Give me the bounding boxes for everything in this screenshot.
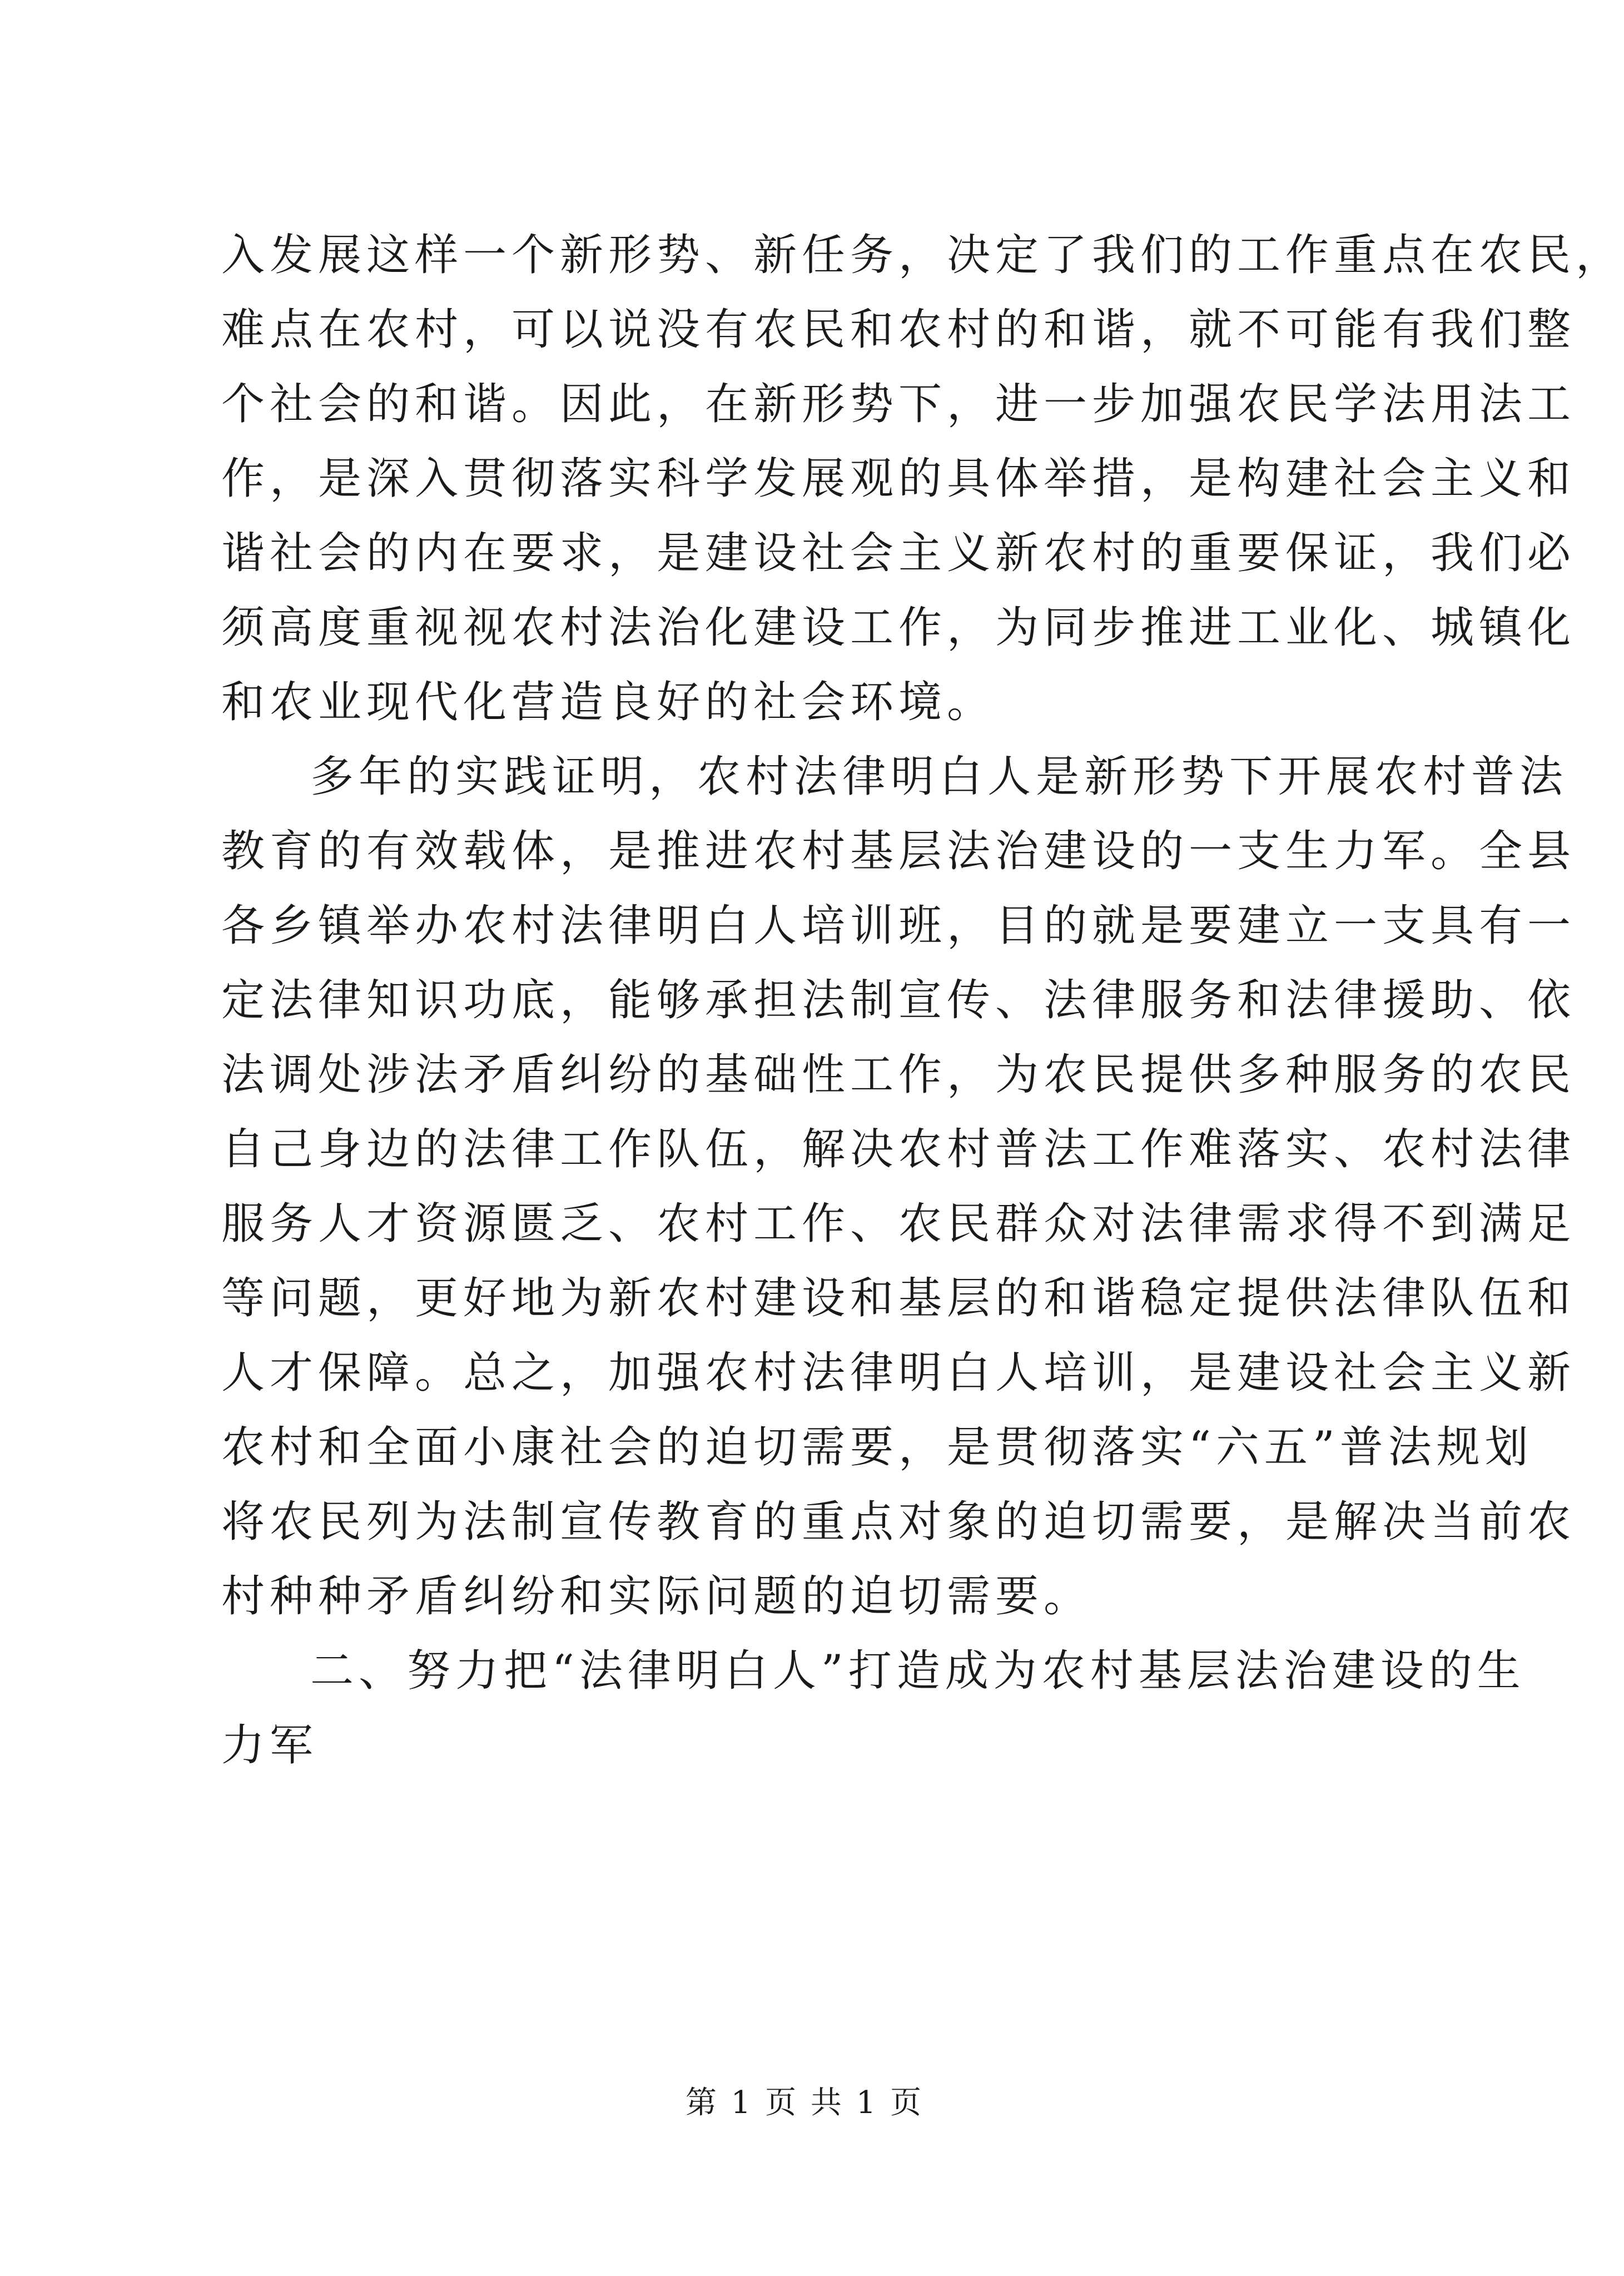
text-line: 法调处涉法矛盾纠纷的基础性工作，为农民提供多种服务的农民 <box>221 1050 1576 1100</box>
text-line: 须高度重视视农村法治化建设工作，为同步推进工业化、城镇化 <box>221 603 1576 653</box>
text-line: 多年的实践证明，农村法律明白人是新形势下开展农村普法 <box>310 752 1568 802</box>
text-line: 二、努力把“法律明白人”打造成为农村基层法治建设的生 <box>310 1646 1526 1696</box>
text-line: 和农业现代化营造良好的社会环境。 <box>221 677 996 727</box>
text-line: 将农民列为法制宣传教育的重点对象的迫切需要，是解决当前农 <box>221 1497 1576 1547</box>
text-line: 定法律知识功底，能够承担法制宣传、法律服务和法律援助、依 <box>221 975 1576 1025</box>
text-line: 人才保障。总之，加强农村法律明白人培训，是建设社会主义新 <box>221 1348 1576 1398</box>
paragraph-2 <box>221 740 1576 1634</box>
text-line: 力军 <box>221 1720 319 1771</box>
text-line: 村种种矛盾纠纷和实际问题的迫切需要。 <box>221 1571 1092 1622</box>
text-line: 难点在农村，可以说没有农民和农村的和谐，就不可能有我们整 <box>221 305 1576 355</box>
text-line: 作，是深入贯彻落实科学发展观的具体举措，是构建社会主义和 <box>221 454 1576 504</box>
text-line: 入发展这样一个新形势、新任务，决定了我们的工作重点在农民， <box>221 230 1624 280</box>
text-line: 自己身边的法律工作队伍，解决农村普法工作难落实、农村法律 <box>221 1124 1576 1174</box>
text-line: 服务人才资源匮乏、农村工作、农民群众对法律需求得不到满足 <box>221 1199 1576 1249</box>
text-line: 个社会的和谐。因此，在新形势下，进一步加强农民学法用法工 <box>221 379 1576 429</box>
page-footer: 第 1 页 共 1 页 <box>685 2085 924 2121</box>
text-line: 农村和全面小康社会的迫切需要，是贯彻落实“六五”普法规划 <box>221 1422 1533 1472</box>
document-body <box>221 218 1624 1783</box>
text-line: 谐社会的内在要求，是建设社会主义新农村的重要保证，我们必 <box>221 528 1576 578</box>
text-line: 等问题，更好地为新农村建设和基层的和谐稳定提供法律队伍和 <box>221 1273 1576 1323</box>
section-heading <box>221 1634 1526 1783</box>
text-line: 教育的有效载体，是推进农村基层法治建设的一支生力军。全县 <box>221 826 1576 876</box>
paragraph-1 <box>221 218 1624 740</box>
text-line: 各乡镇举办农村法律明白人培训班，目的就是要建立一支具有一 <box>221 901 1576 951</box>
